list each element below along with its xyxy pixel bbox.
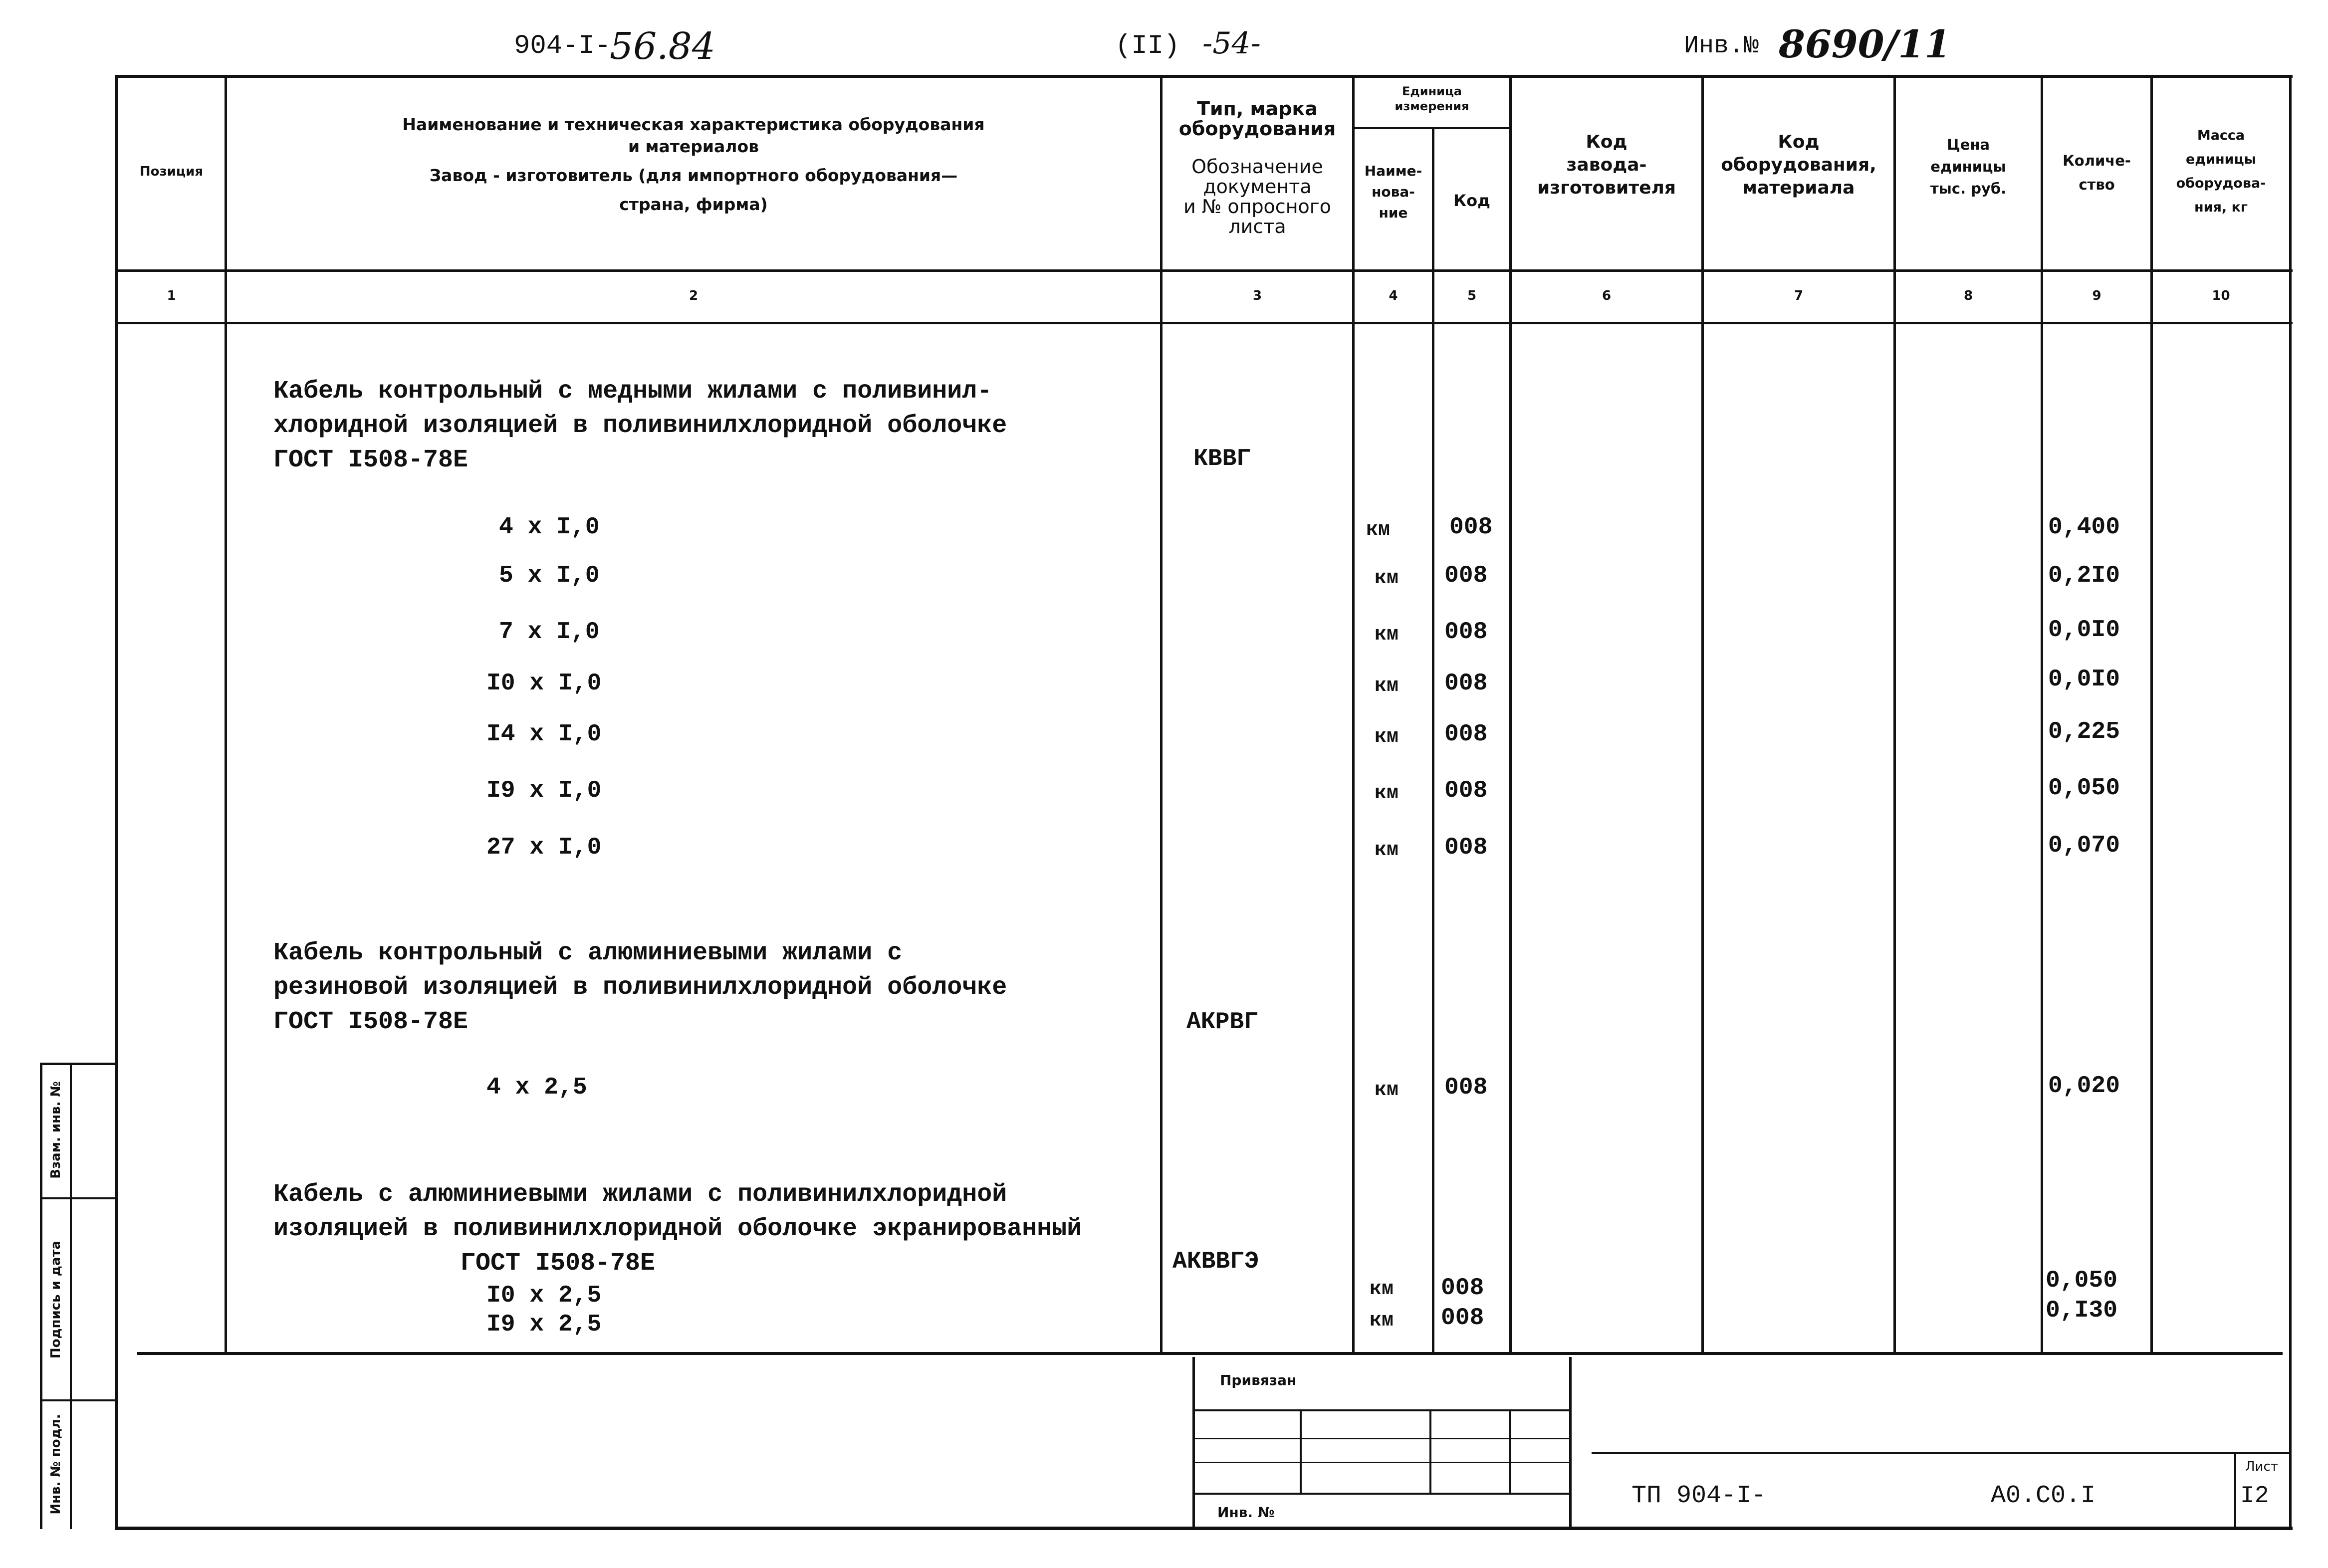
unit-code: 008 [1444,777,1488,804]
col-number: 10 [2212,288,2230,303]
header-price: Цена единицы тыс. руб. [1930,136,2007,197]
unit-name: км [1375,624,1399,646]
col-number: 5 [1467,288,1477,303]
cable-type: АКВВГЭ [1172,1248,1259,1275]
cable-type: АКРВГ [1186,1009,1259,1036]
col-number: 9 [2092,288,2101,303]
cable-spec: 7 х I,0 [499,619,600,646]
col-number: 8 [1963,288,1973,303]
group-title: Кабель контрольный с медными жилами с поливинил- хлоридной изоляцией в поливинилхлоридной оболочке ГОСТ I508-78Е [273,377,1007,474]
unit-code: 008 [1449,514,1493,541]
doc-code-handwritten: 56.84 [610,25,715,68]
quantity: 0,020 [2048,1073,2120,1100]
stamp-mark: А0.С0.I [1991,1482,2096,1510]
unit-code: 008 [1441,1275,1484,1302]
cable-spec: I9 х I,0 [486,777,602,804]
unit-code: 008 [1444,721,1488,748]
col-number: 3 [1252,288,1262,303]
quantity: 0,225 [2048,718,2120,745]
quantity: 0,I30 [2046,1297,2118,1324]
header-unit-code: Код [1453,191,1490,210]
group-title: Кабель с алюминиевыми жилами с поливинилхлоридной изоляцией в поливинилхлоридной оболочке экранированный ГОСТ I508-78Е [273,1180,1082,1278]
side-vzam-label: Взам. инв. № [48,1081,63,1179]
header-mass: Масса единицы оборудова- ния, кг [2176,128,2266,215]
unit-name: км [1370,1310,1394,1332]
page-number-handwritten: -54- [1202,26,1261,61]
header-type: Тип, марка оборудования Обозначение документа и № опросного листа [1178,98,1336,237]
cable-spec: I0 х I,0 [486,670,602,697]
quantity: 0,050 [2046,1267,2118,1294]
unit-code: 008 [1444,562,1488,589]
cable-spec: 4 х 2,5 [486,1074,587,1101]
cable-spec: 4 х I,0 [499,514,600,541]
unit-name: км [1375,1079,1399,1102]
unit-name: км [1375,726,1399,748]
unit-code: 008 [1444,670,1488,697]
unit-name: км [1375,675,1399,697]
side-podl-label: Инв. № подл. [48,1414,63,1515]
quantity: 0,0I0 [2048,617,2120,644]
col-number: 1 [167,288,176,303]
section-label: (II) [1115,31,1180,61]
unit-code: 008 [1444,619,1488,646]
unit-name: км [1375,839,1399,862]
stamp-privyazan: Привязан [1220,1372,1297,1388]
unit-code: 008 [1441,1305,1484,1332]
col-number: 7 [1794,288,1804,303]
col-number: 2 [689,288,698,303]
header-position: Позиция [139,164,204,179]
header-quantity: Количе- ство [2063,152,2131,193]
cable-spec: I4 х I,0 [486,721,602,748]
unit-name: км [1370,1278,1394,1301]
group-title: Кабель контрольный с алюминиевыми жилами с резиновой изоляцией в поливинилхлоридной оболочке ГОСТ I508-78Е [273,939,1007,1036]
cable-spec: 27 х I,0 [486,834,602,861]
col-number: 6 [1602,288,1612,303]
side-podpis-label: Подпись и дата [48,1240,63,1359]
cable-spec: I9 х 2,5 [486,1311,602,1338]
header-name: Наименование и техническая характеристика оборудования и материалов Завод - изготовитель (для импортного оборудования— страна, фирма) [402,115,985,214]
cable-spec: I0 х 2,5 [486,1282,602,1309]
header-equipment-code: Код оборудования, материала [1721,132,1876,198]
stamp-inv-no: Инв. № [1217,1504,1275,1521]
cable-type: КВВГ [1193,446,1251,472]
inventory-number-handwritten: 8690/11 [1779,22,1951,66]
unit-name: км [1375,782,1399,805]
quantity: 0,2I0 [2048,562,2120,589]
unit-code: 008 [1444,834,1488,861]
unit-code: 008 [1444,1074,1488,1101]
unit-name: км [1375,567,1399,590]
stamp-sheet-number: I2 [2240,1483,2269,1510]
cable-spec: 5 х I,0 [499,562,600,589]
quantity: 0,070 [2048,832,2120,859]
quantity: 0,050 [2048,775,2120,802]
col-number: 4 [1389,288,1398,303]
doc-code-prefix: 904-I- [514,31,611,61]
header-unit: Единица измерения [1395,84,1469,113]
header-manufacturer-code: Код завода- изготовителя [1537,132,1676,198]
unit-name: км [1366,519,1391,541]
stamp-sheet-label: Лист [2245,1459,2278,1474]
stamp-doc-code: ТП 904-I- [1631,1482,1767,1510]
header-unit-name: Наиме- нова- ние [1364,163,1422,221]
inventory-label: Инв.№ [1684,32,1759,60]
quantity: 0,0I0 [2048,666,2120,693]
quantity: 0,400 [2048,514,2120,541]
